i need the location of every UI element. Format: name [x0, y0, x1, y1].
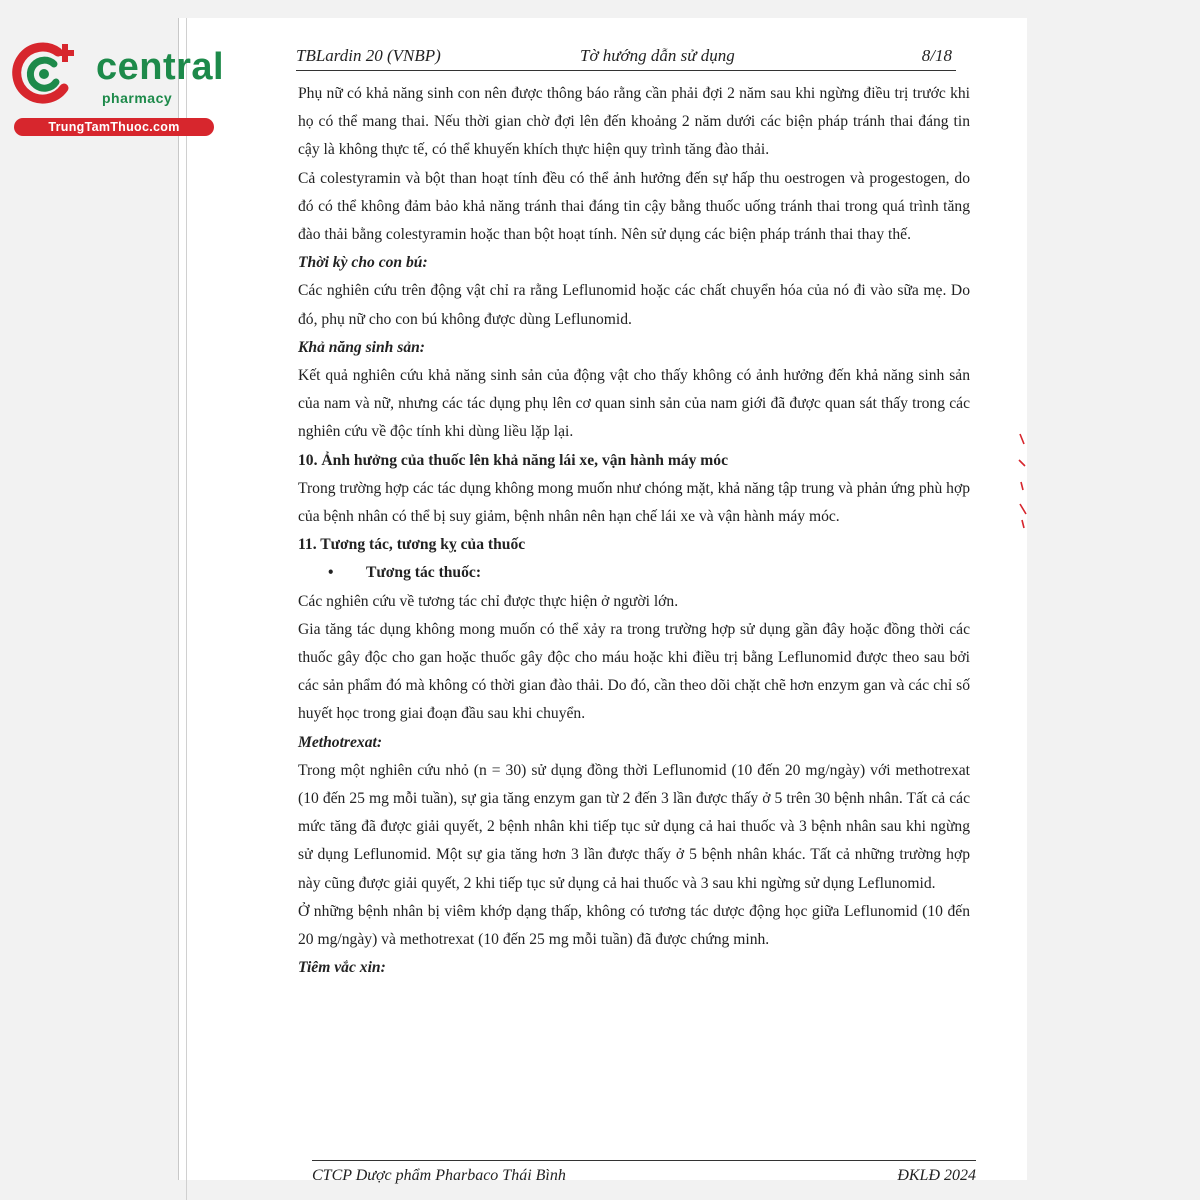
bullet-item: [298, 559, 970, 587]
pharmacy-logo-icon: [10, 38, 80, 108]
paragraph: Các nghiên cứu về tương tác chỉ được thực hiện ở người lớn.: [298, 592, 679, 610]
paragraph: Trong một nghiên cứu nhỏ (n = 30) sử dụng đồng thời Leflunomid (10 đến 20 mg/ngày) với methotrexat (10 đến 25 mg mỗi tuần), sự gia tăng enzym gan từ 2 đến 3 lần được thấy ở 5 trên 30 bệnh nhân. Tất cả các mức tăng đã được giải quyết, 2 bệnh nhân khi tiếp tục sử dụng cả hai thuốc và 3 bệnh nhân sau khi ngừng sử dụng Leflunomid. Một sự gia tăng hơn 3 lần được thấy ở 5 bệnh nhân khác. Tất cả những trường hợp này cũng được giải quyết, 2 khi tiếp tục sử dụng cả hai thuốc và 3 sau khi ngừng sử dụng Leflunomid.: [298, 761, 970, 892]
subheading-vaccine: Tiêm vắc xin:: [298, 959, 386, 977]
page-footer: [312, 1160, 976, 1189]
paragraph: Phụ nữ có khả năng sinh con nên được thông báo rằng cần phải đợi 2 năm sau khi ngừng điều trị trước khi họ có thể mang thai. Nếu thời gian chờ đợi lên đến khoảng 2 năm dưới các biện pháp tránh thai đáng tin cậy là không thực tế, có thể khuyến khích thực hiện quy trình tăng đào thải.: [298, 85, 970, 159]
header-doc-title: Tờ hướng dẫn sử dụng: [580, 46, 735, 65]
paragraph: Kết quả nghiên cứu khả năng sinh sản của động vật cho thấy không có ảnh hưởng đến khả năng sinh sản của nam và nữ, nhưng các tác dụng phụ lên cơ quan sinh sản của nam giới đã được quan sát thấy trong các nghiên cứu về độc tính khi dùng liều lặp lại.: [298, 367, 970, 441]
section-heading-11: 11. Tương tác, tương kỵ của thuốc: [298, 536, 526, 554]
subheading-methotrexat: Methotrexat:: [298, 733, 383, 751]
logo-subtitle: pharmacy: [102, 90, 173, 106]
page-edge-line: [186, 18, 187, 1200]
bullet-dot: •: [328, 564, 334, 582]
subheading-breastfeeding: Thời kỳ cho con bú:: [298, 254, 428, 272]
footer-company: CTCP Dược phẩm Pharbaco Thái Bình: [312, 1167, 566, 1184]
bullet-label: Tương tác thuốc:: [366, 564, 482, 582]
red-stamp-marks: [1016, 430, 1030, 530]
central-pharmacy-logo: [10, 38, 225, 138]
paragraph: Ở những bệnh nhân bị viêm khớp dạng thấp, không có tương tác dược động học giữa Leflunomid (10 đến 20 mg/ngày) và methotrexat (10 đến 25 mg mỗi tuần) đã được chứng minh.: [298, 902, 970, 949]
paragraph: Cả colestyramin và bột than hoạt tính đều có thể ảnh hưởng đến sự hấp thu oestrogen và progestogen, do đó có thể không đảm bảo khả năng tránh thai đáng tin cậy bằng thuốc uống tránh thai trong quá trình tăng đào thải bằng colestyramin hoặc than bột hoạt tính. Nên sử dụng các biện pháp tránh thai thay thế.: [298, 169, 970, 244]
page-header: [296, 46, 956, 71]
footer-registration: ĐKLĐ 2024: [897, 1167, 976, 1184]
header-page-number: 8/18: [921, 46, 952, 65]
paragraph: Gia tăng tác dụng không mong muốn có thể xảy ra trong trường hợp sử dụng gần đây hoặc đồng thời các thuốc gây độc cho gan hoặc thuốc gây độc cho máu hoặc khi điều trị bằng Leflunomid được theo sau bởi các sản phẩm đó mà không có thời gian đào thải. Do đó, cần theo dõi chặt chẽ hơn enzym gan và các chỉ số huyết học trong giai đoạn đầu sau khi chuyển.: [298, 620, 970, 723]
document-body: [298, 80, 970, 983]
logo-name: central: [96, 46, 225, 88]
paragraph: Các nghiên cứu trên động vật chỉ ra rằng Leflunomid hoặc các chất chuyển hóa của nó đi vào sữa mẹ. Do đó, phụ nữ cho con bú không được dùng Leflunomid.: [298, 282, 970, 328]
paragraph: Trong trường hợp các tác dụng không mong muốn như chóng mặt, khả năng tập trung và phản ứng phù hợp của bệnh nhân có thể bị suy giảm, bệnh nhân nên hạn chế lái xe và vận hành máy móc.: [298, 479, 970, 526]
section-heading-10: 10. Ảnh hưởng của thuốc lên khả năng lái xe, vận hành máy móc: [298, 451, 729, 469]
logo-website-band: TrungTamThuoc.com: [14, 118, 214, 136]
header-product: TBLardin 20 (VNBP): [296, 46, 441, 65]
subheading-fertility: Khả năng sinh sản:: [298, 338, 425, 356]
